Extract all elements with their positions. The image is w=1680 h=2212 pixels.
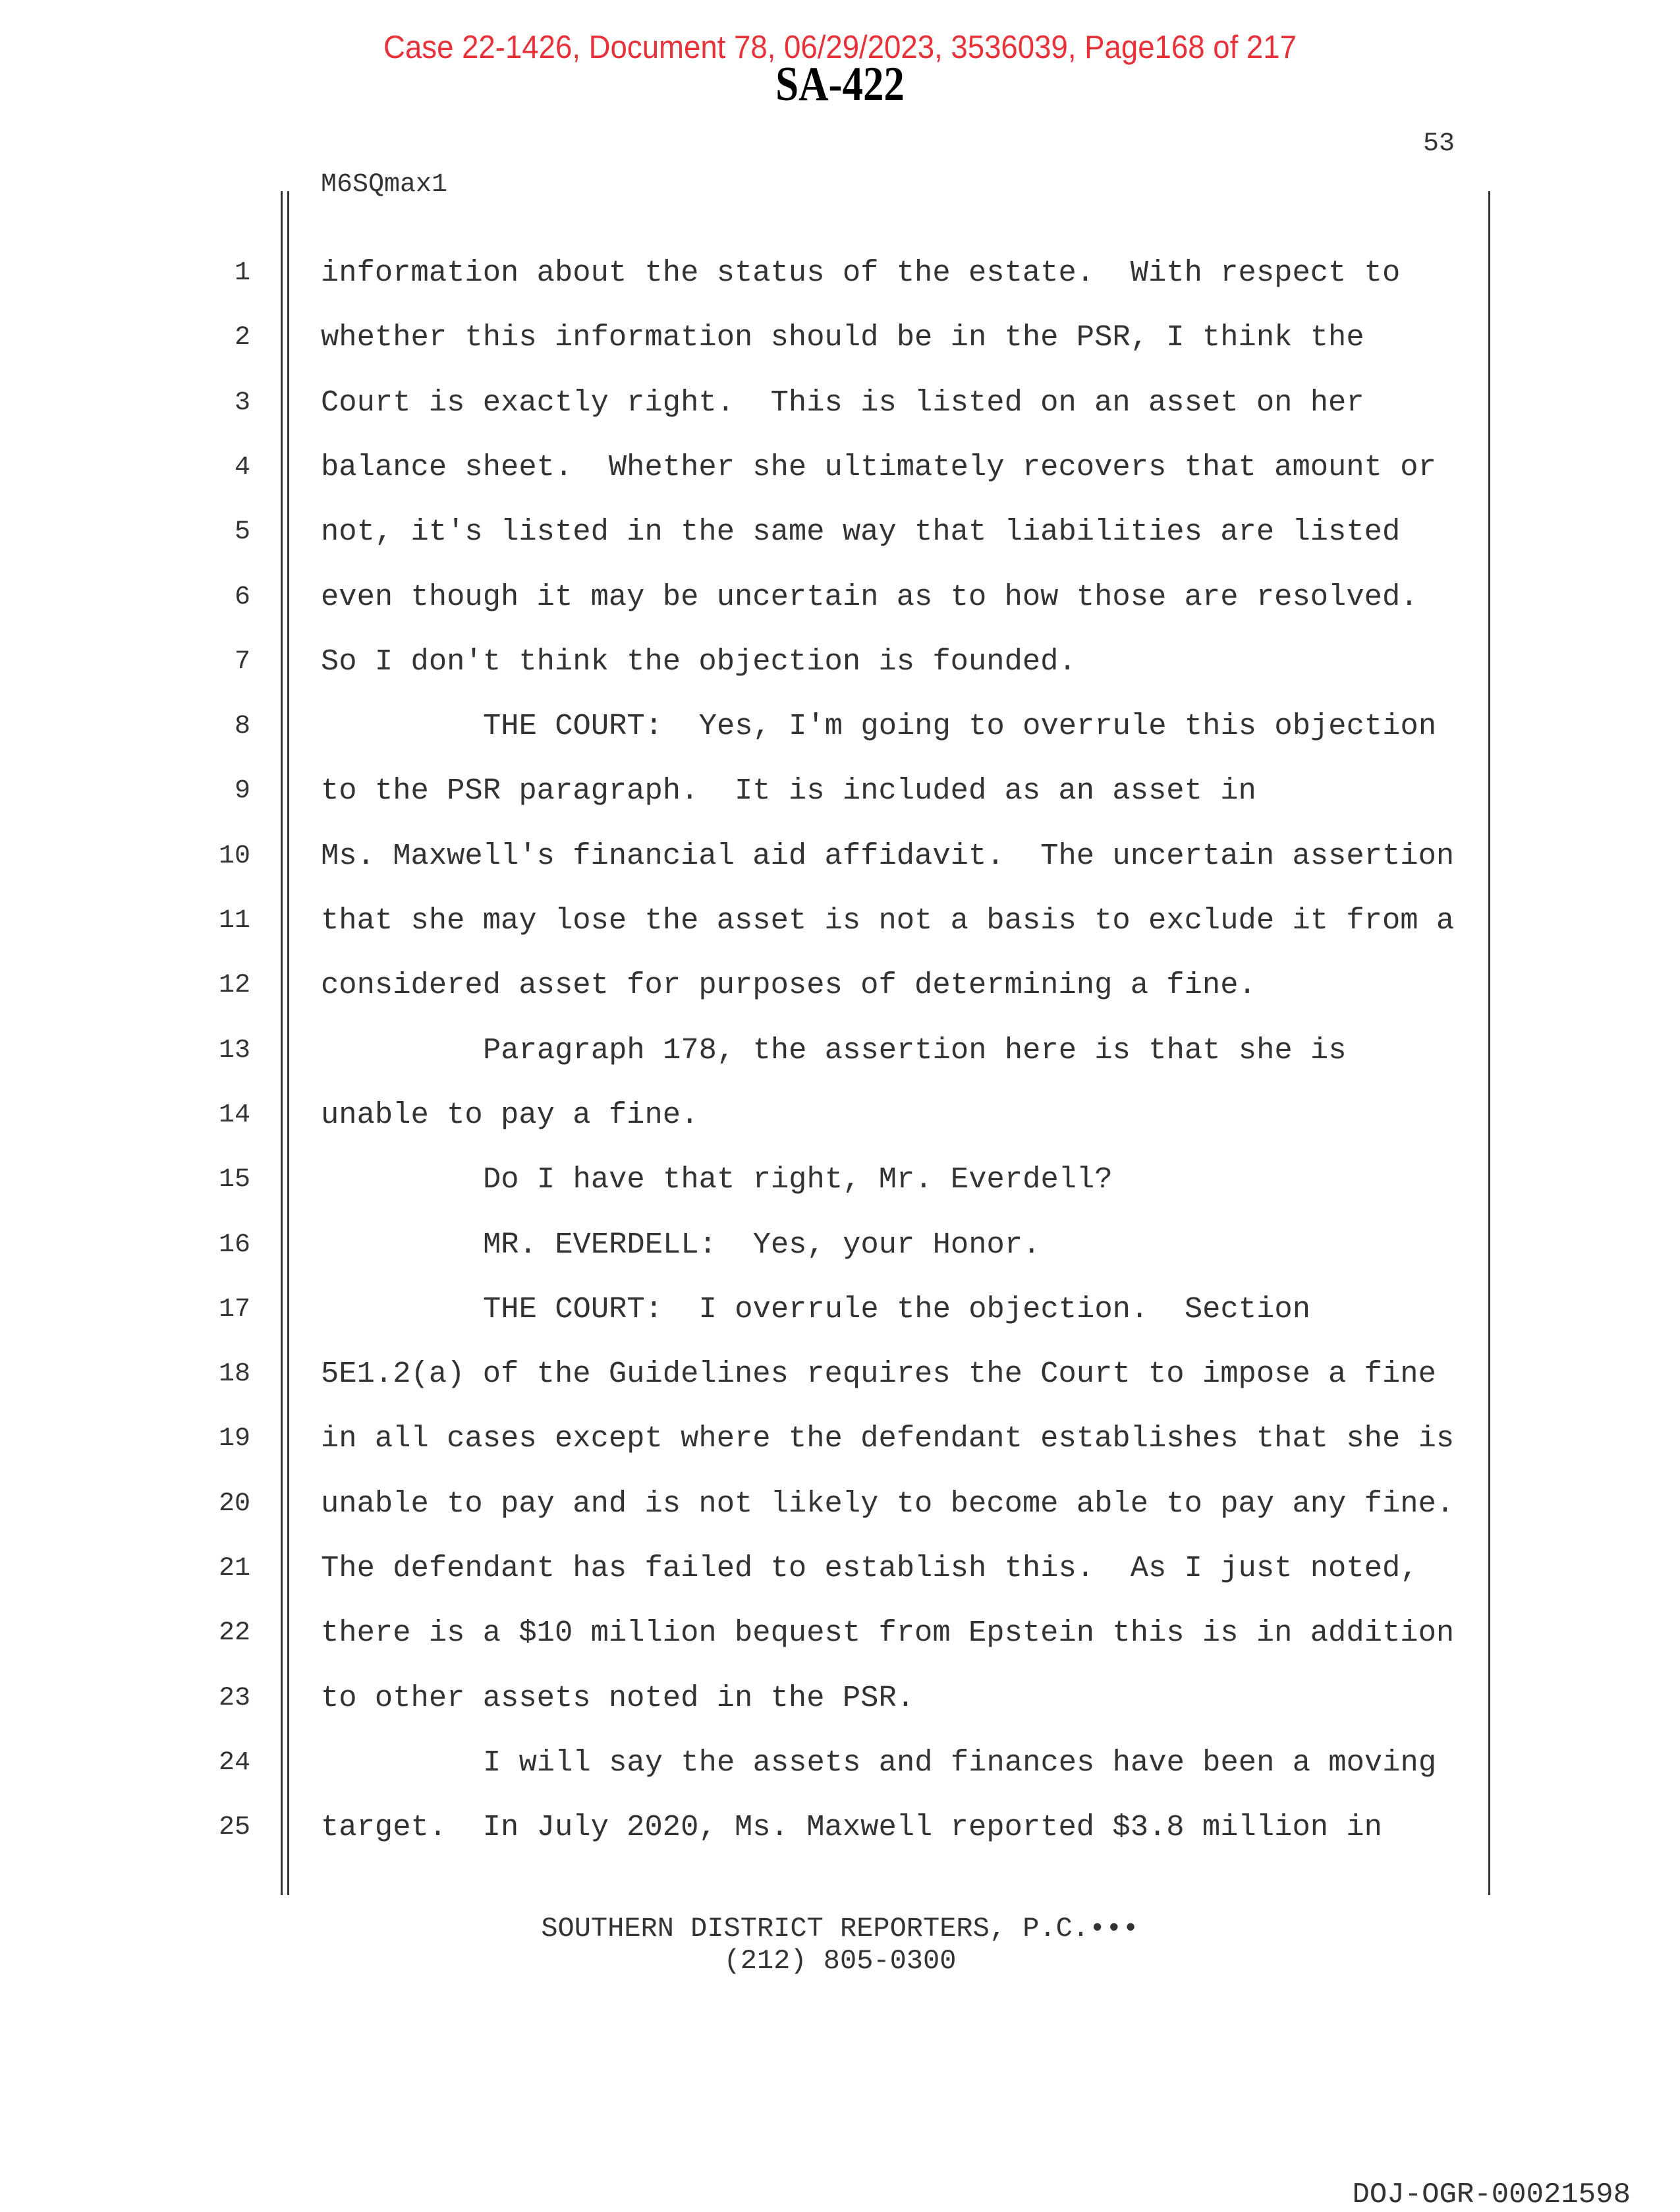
line-number: 18 — [218, 1359, 250, 1390]
line-number: 8 — [234, 712, 250, 742]
exhibit-number: SA-422 — [775, 57, 905, 111]
line-number: 21 — [218, 1554, 250, 1583]
left-margin-rule-inner — [287, 191, 289, 1895]
line-number: 12 — [218, 971, 250, 1001]
reporter-phone: (212) 805-0300 — [723, 1945, 957, 1977]
case-id: M6SQmax1 — [321, 170, 448, 200]
line-number: 10 — [218, 841, 250, 871]
transcript-line: whether this information should be in the PSR, I think the — [321, 320, 1364, 355]
transcript-line: Ms. Maxwell's financial aid affidavit. The uncertain assertion — [321, 838, 1455, 873]
transcript-line: unable to pay a fine. — [321, 1097, 699, 1132]
transcript-line: in all cases except where the defendant establishes that she is — [321, 1421, 1455, 1456]
transcript-line: I will say the assets and finances have been a moving — [483, 1745, 1437, 1780]
right-margin-rule — [1488, 191, 1490, 1895]
line-number: 13 — [218, 1035, 250, 1065]
line-number: 22 — [218, 1618, 250, 1649]
line-number: 6 — [234, 582, 250, 612]
line-number: 20 — [218, 1489, 250, 1519]
line-number: 3 — [234, 387, 250, 418]
transcript-line: Court is exactly right. This is listed on an asset on her — [321, 385, 1364, 420]
line-number: 23 — [218, 1683, 250, 1713]
line-number: 1 — [234, 258, 250, 288]
transcript-line: So I don't think the objection is founded. — [321, 644, 1077, 679]
line-number: 15 — [218, 1165, 250, 1195]
line-number: 17 — [218, 1294, 250, 1324]
line-number: 2 — [234, 323, 250, 353]
line-number: 7 — [234, 646, 250, 677]
transcript-line: THE COURT: I overrule the objection. Section — [483, 1291, 1311, 1326]
line-number: 9 — [234, 776, 250, 807]
transcript-line: Paragraph 178, the assertion here is that she is — [483, 1033, 1347, 1067]
left-margin-rule — [281, 191, 283, 1895]
line-number: 14 — [218, 1100, 250, 1130]
transcript-line: even though it may be uncertain as to how those are resolved. — [321, 579, 1418, 614]
line-number: 16 — [218, 1230, 250, 1260]
transcript-line: Do I have that right, Mr. Everdell? — [483, 1162, 1113, 1197]
transcript-line: balance sheet. Whether she ultimately recovers that amount or — [321, 449, 1436, 484]
transcript-line: MR. EVERDELL: Yes, your Honor. — [483, 1227, 1041, 1262]
transcript-line: to other assets noted in the PSR. — [321, 1680, 915, 1715]
bates-number: DOJ-OGR-00021598 — [1352, 2178, 1631, 2211]
transcript-line: target. In July 2020, Ms. Maxwell reported $3.8 million in — [321, 1810, 1382, 1845]
transcript-line: not, it's listed in the same way that liabilities are listed — [321, 515, 1401, 550]
transcript-line: to the PSR paragraph. It is included as an asset in — [321, 774, 1256, 808]
reporter-name: SOUTHERN DISTRICT REPORTERS, P.C.••• — [541, 1913, 1139, 1944]
line-number: 4 — [234, 452, 250, 482]
transcript-line: THE COURT: Yes, I'm going to overrule this objection — [483, 709, 1437, 744]
line-number: 19 — [218, 1424, 250, 1454]
transcript-line: The defendant has failed to establish this. As I just noted, — [321, 1551, 1418, 1585]
line-number: 11 — [218, 906, 250, 936]
line-number: 24 — [218, 1747, 250, 1778]
page-number: 53 — [1423, 129, 1455, 159]
line-number: 25 — [218, 1813, 250, 1843]
transcript-line: unable to pay and is not likely to become able to pay any fine. — [321, 1486, 1455, 1521]
transcript-line: 5E1.2(a) of the Guidelines requires the Court to impose a fine — [321, 1357, 1436, 1392]
line-number: 5 — [234, 517, 250, 548]
transcript-line: information about the status of the estate. With respect to — [321, 256, 1401, 290]
transcript-line: there is a $10 million bequest from Epstein this is in addition — [321, 1616, 1455, 1651]
case-stamp: Case 22-1426, Document 78, 06/29/2023, 3536039, Page168 of 217 — [383, 30, 1297, 65]
transcript-line: that she may lose the asset is not a basis to exclude it from a — [321, 903, 1455, 938]
transcript-line: considered asset for purposes of determining a fine. — [321, 968, 1256, 1003]
